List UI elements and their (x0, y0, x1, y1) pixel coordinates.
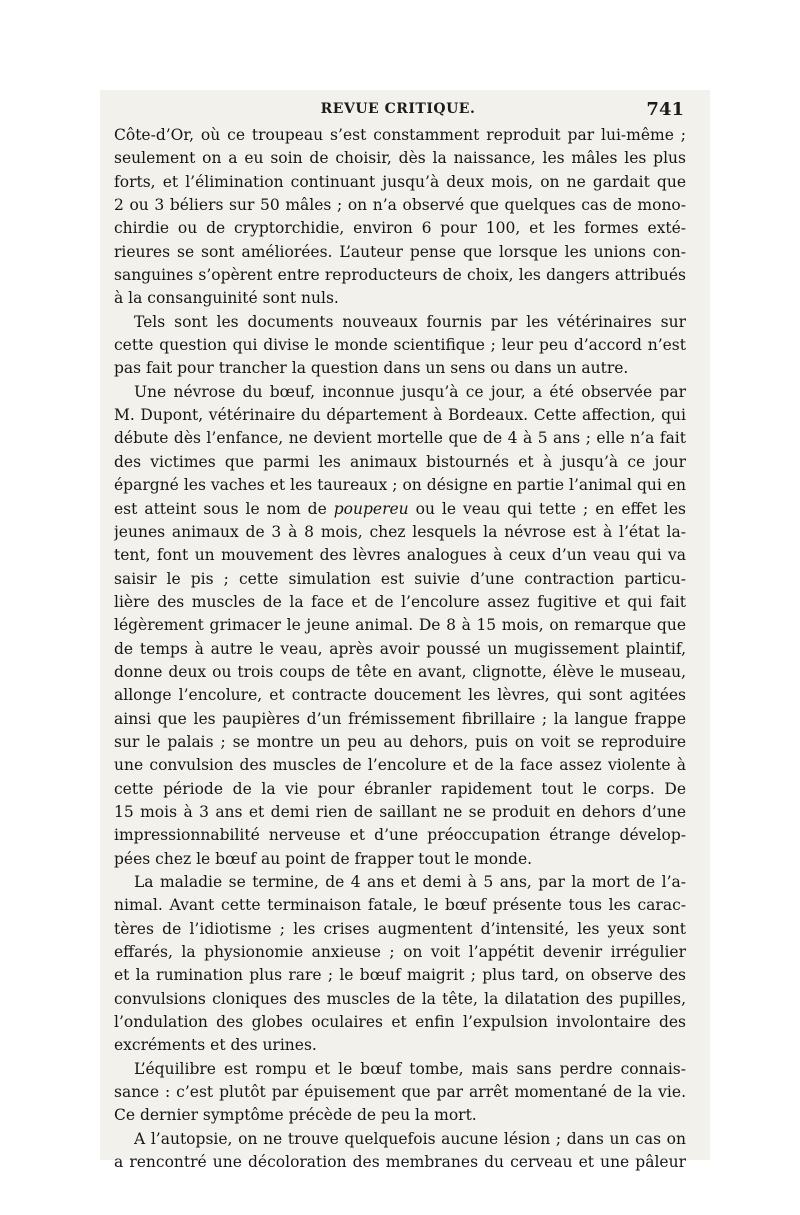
text-line: débute dès l’enfance, ne devient mortelle que de 4 à 5 ans ; elle n’a fait (114, 429, 686, 448)
text-line: de temps à autre le veau, après avoir poussé un mugissement plaintif, (114, 639, 686, 658)
text-line: nimal. Avant cette terminaison fatale, le bœuf présente tous les carac- (114, 896, 686, 915)
text-segment: est atteint sous le nom de (114, 499, 327, 518)
text-line: à la consanguinité sont nuls. (114, 289, 339, 308)
text-line: cette période de la vie pour ébranler rapidement tout le corps. De (114, 779, 686, 798)
text-line: sanguines s’opèrent entre reproducteurs de choix, les dangers attribués (114, 266, 686, 285)
text-line: effarés, la physionomie anxieuse ; on voit l’appétit devenir irrégulier (114, 943, 686, 962)
text-line: une convulsion des muscles de l’encolure et de la face assez violente à (114, 756, 686, 775)
text-line: allonge l’encolure, et contracte doucement les lèvres, qui sont agitées (114, 686, 686, 705)
text-line: seulement on a eu soin de choisir, dès la naissance, les mâles les plus (114, 149, 686, 168)
text-line: pas fait pour trancher la question dans un sens ou dans un autre. (114, 359, 629, 378)
text-line-mixed (114, 498, 686, 521)
text-line: sance : c’est plutôt par épuisement que par arrêt momentané de la vie. (114, 1083, 686, 1102)
paragraph (114, 124, 686, 311)
text-line: Ce dernier symptôme précède de peu la mort. (114, 1106, 477, 1125)
text-line: donne deux ou trois coups de tête en avant, clignotte, élève le museau, (114, 662, 686, 681)
text-line: cette question qui divise le monde scientifique ; leur peu d’accord n’est (114, 336, 686, 355)
text-line: 2 ou 3 béliers sur 50 mâles ; on n’a observé que quelques cas de mono- (114, 196, 686, 215)
text-line: forts, et l’élimination continuant jusqu’à deux mois, on ne gardait que (114, 172, 686, 191)
text-line: A l’autopsie, on ne trouve quelquefois aucune lésion ; dans un cas on (134, 1129, 686, 1148)
text-line: saisir le pis ; cette simulation est suivie d’une contraction particu- (114, 569, 686, 588)
text-line: chirdie ou de cryptorchidie, environ 6 pour 100, et les formes exté- (114, 219, 686, 238)
text-line: convulsions cloniques des muscles de la tête, la dilatation des pupilles, (114, 989, 686, 1008)
paragraph (114, 871, 686, 1058)
paragraph (114, 311, 686, 381)
text-line: a rencontré une décoloration des membranes du cerveau et une pâleur (114, 1153, 686, 1172)
paragraph (114, 1058, 686, 1128)
page-number: 741 (646, 99, 684, 120)
page-header (112, 101, 684, 123)
text-line: Côte-d’Or, où ce troupeau s’est constamment reproduit par lui-même ; (114, 126, 686, 144)
text-line: L’équilibre est rompu et le bœuf tombe, mais sans perdre connais- (134, 1059, 686, 1078)
paragraph (114, 381, 686, 871)
text-line: tent, font un mouvement des lèvres analogues à ceux d’un veau qui va (114, 546, 686, 565)
text-line: rieures se sont améliorées. L’auteur pense que lorsque les unions con- (114, 242, 686, 261)
text-line: La maladie se termine, de 4 ans et demi à 5 ans, par la mort de l’a- (134, 873, 686, 891)
text-line: épargné les vaches et les taureaux ; on désigne en partie l’animal qui en (114, 476, 686, 495)
text-segment: ou le veau qui tette ; en effet les (415, 499, 686, 518)
text-line: sur le palais ; se montre un peu au dehors, puis on voit se reproduire (114, 732, 686, 751)
text-line: jeunes animaux de 3 à 8 mois, chez lesquels la névrose est à l’état la- (114, 522, 686, 541)
body-text (114, 124, 686, 1174)
text-line: et la rumination plus rare ; le bœuf maigrit ; plus tard, on observe des (114, 966, 686, 985)
text-line: 15 mois à 3 ans et demi rien de saillant ne se produit en dehors d’une (114, 802, 686, 821)
text-line: l’ondulation des globes oculaires et enfin l’expulsion involontaire des (114, 1013, 686, 1032)
text-line: légèrement grimacer le jeune animal. De 8 à 15 mois, on remarque que (114, 616, 686, 635)
text-line: des victimes que parmi les animaux bistournés et à jusqu’à ce jour (114, 452, 686, 471)
text-line: M. Dupont, vétérinaire du département à Bordeaux. Cette affection, qui (114, 406, 686, 425)
text-line: Une névrose du bœuf, inconnue jusqu’à ce jour, a été observée par (134, 382, 686, 401)
text-line: excréments et des urines. (114, 1036, 317, 1055)
text-line: tères de l’idiotisme ; les crises augmentent d’intensité, les yeux sont (114, 919, 686, 938)
text-line: lière des muscles de la face et de l’encolure assez fugitive et qui fait (114, 592, 686, 611)
italic-term: poupereu (333, 499, 409, 518)
text-line: ainsi que les paupières d’un frémissement fibrillaire ; la langue frappe (114, 709, 686, 728)
text-line: pées chez le bœuf au point de frapper tout le monde. (114, 849, 533, 868)
running-title: REVUE CRITIQUE. (320, 101, 476, 117)
text-line: Tels sont les documents nouveaux fournis par les vétérinaires sur (134, 312, 686, 331)
text-line: impressionnabilité nerveuse et d’une préoccupation étrange dévelop- (114, 826, 686, 845)
paragraph (114, 1128, 686, 1175)
